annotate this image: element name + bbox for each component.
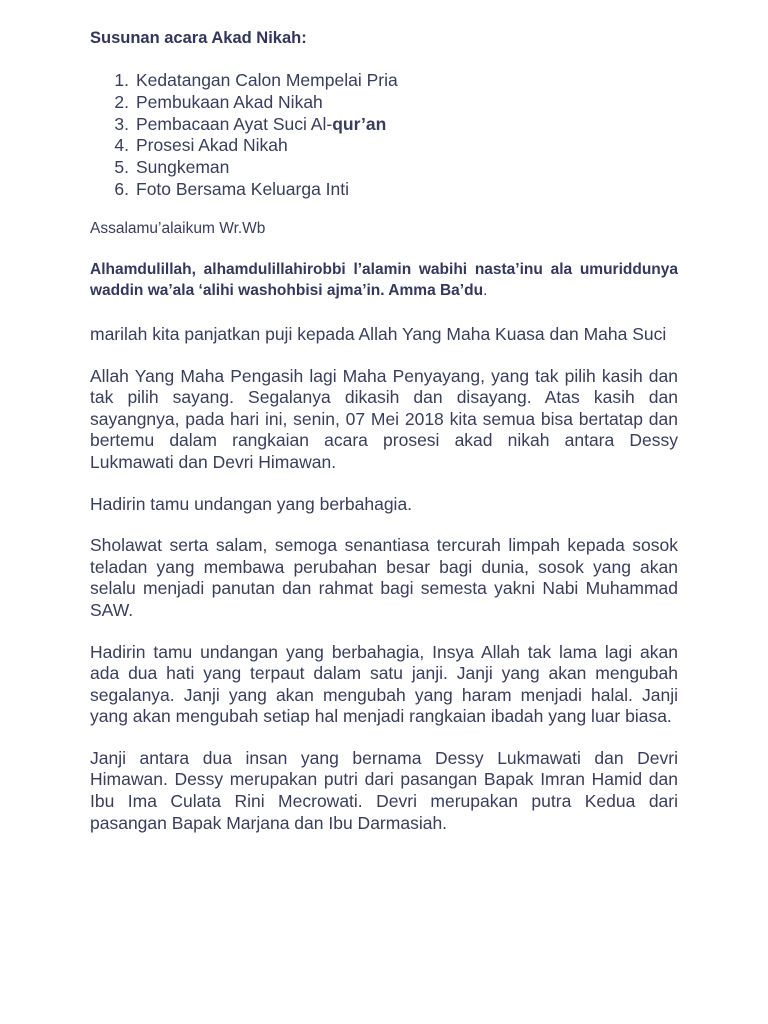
- agenda-item: [90, 70, 678, 92]
- agenda-item-text: Kedatangan Calon Mempelai Pria: [136, 70, 398, 90]
- agenda-item-text: Pembacaan Ayat Suci Al-qur’an: [136, 113, 387, 134]
- agenda-item-text: Prosesi Akad Nikah: [136, 135, 288, 156]
- greeting: Assalamu’alaikum Wr.Wb: [90, 219, 266, 237]
- body-paragraph: Hadirin tamu undangan yang berbahagia.: [90, 493, 413, 514]
- agenda-item: [90, 179, 678, 201]
- agenda-item-number: 1.: [114, 70, 129, 90]
- body-paragraph: Hadirin tamu undangan yang berbahagia, Insya Allah tak lama lagi akan ada dua hati yang terpaut dalam satu janji. Janji yang akan mengubah segalanya. Janji yang akan mengubah yang haram menjadi halal. Janji yang akan mengubah setiap hal menjadi rangkaian ibadah yang luar biasa.: [90, 641, 678, 727]
- page-heading: Susunan acara Akad Nikah:: [90, 29, 307, 47]
- document-page: [90, 27, 678, 834]
- agenda-item: [90, 114, 678, 136]
- agenda-list: [90, 70, 678, 201]
- agenda-item-number: 5.: [114, 157, 129, 178]
- agenda-item-number: 4.: [114, 135, 129, 156]
- agenda-item-number: 3.: [114, 113, 129, 134]
- agenda-item-text: Foto Bersama Keluarga Inti: [136, 178, 350, 199]
- body-paragraph: Allah Yang Maha Pengasih lagi Maha Penyayang, yang tak pilih kasih dan tak pilih sayang. Segalanya dikasih dan disayang. Atas kasih dan sayangnya, pada hari ini, senin, 07 Mei 2018 kita semua bisa bertatap dan bertemu dalam rangkaian acara prosesi akad nikah antara Dessy Lukmawati dan Devri Himawan.: [90, 365, 678, 472]
- agenda-item: [90, 135, 678, 157]
- agenda-item-number: 2.: [114, 91, 129, 112]
- body-paragraph: Janji antara dua insan yang bernama Dessy Lukmawati dan Devri Himawan. Dessy merupakan putri dari pasangan Bapak Imran Hamid dan Ibu Ima Culata Rini Mecrowati. Devri merupakan putra Kedua dari pasangan Bapak Marjana dan Ibu Darmasiah.: [90, 747, 678, 833]
- body-paragraph: Sholawat serta salam, semoga senantiasa tercurah limpah kepada sosok teladan yang membawa perubahan besar bagi dunia, sosok yang akan selalu menjadi panutan dan rahmat bagi semesta yakni Nabi Muhammad SAW.: [90, 535, 678, 620]
- agenda-item: [90, 157, 678, 179]
- agenda-item-number: 6.: [114, 178, 129, 199]
- agenda-item-text: Sungkeman: [136, 157, 230, 178]
- agenda-item-text: Pembukaan Akad Nikah: [136, 91, 323, 112]
- agenda-item: [90, 92, 678, 114]
- opening-prayer: Alhamdulillah, alhamdulillahirobbi l’alamin wabihi nasta’inu ala umuriddunya waddin wa’ala ‘alihi washohbisi ajma’in. Amma Ba’du.: [90, 260, 678, 300]
- body-paragraph: marilah kita panjatkan puji kepada Allah Yang Maha Kuasa dan Maha Suci: [90, 323, 667, 344]
